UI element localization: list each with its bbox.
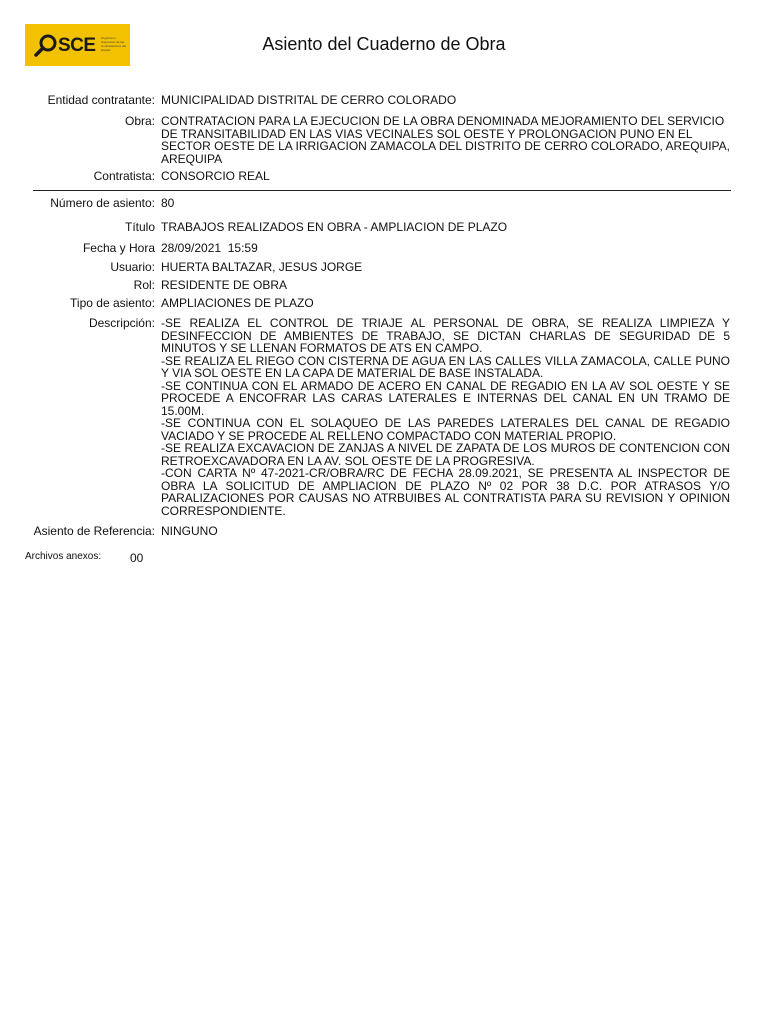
obra-value: CONTRATACION PARA LA EJECUCION DE LA OBRA DENOMINADA MEJORAMIENTO DEL SERVICIO DE TRANSITABILIDAD EN LAS VIAS VECINALES SOL OESTE Y PROLONGACION PUNO EN EL SECTOR OESTE DE LA IRRIGACION ZAMACOLA DEL DISTRITO DE CERRO COLORADO, AREQUIPA, AREQUIPA xyxy=(161,114,731,166)
entidad-value: MUNICIPALIDAD DISTRITAL DE CERRO COLORADO xyxy=(161,93,457,107)
usuario-label: Usuario: xyxy=(110,260,155,274)
anexos-label: Archivos anexos: xyxy=(25,551,102,562)
descripcion-paragraph: -CON CARTA Nº 47-2021-CR/OBRA/RC DE FECHA 28.09.2021, SE PRESENTA AL INSPECTOR DE OBRA LA SOLICITUD DE AMPLIACION DE PLAZO Nº 02 POR 38 D.C. POR ATRASOS Y/O PARALIZACIONES POR CAUSAS NO ATRBUIBES AL CONTRATISTA PARA SU REVISION Y OPINION CORRESPONDIENTE. xyxy=(161,466,730,518)
referencia-value: NINGUNO xyxy=(161,524,218,538)
fecha-label: Fecha y Hora xyxy=(82,241,155,255)
descripcion-label: Descripción: xyxy=(88,316,155,330)
numero-value: 80 xyxy=(161,196,175,210)
logo-text: SCE xyxy=(58,35,96,56)
fecha-value: 28/09/2021 15:59 xyxy=(161,241,258,255)
rol-label: Rol: xyxy=(133,278,155,292)
titulo-label: Título xyxy=(124,220,155,234)
numero-label: Número de asiento: xyxy=(50,196,155,210)
descripcion-paragraph: -SE REALIZA EXCAVACION DE ZANJAS A NIVEL DE ZAPATA DE LOS MUROS DE CONTENCION CON RETROEXCAVADORA EN LA AV. SOL OESTE DE LA PROGRESIVA. xyxy=(161,441,730,468)
rol-value: RESIDENTE DE OBRA xyxy=(161,278,288,292)
anexos-value: 00 xyxy=(130,551,144,565)
descripcion-paragraph: -SE CONTINUA CON EL ARMADO DE ACERO EN CANAL DE REGADIO EN LA AV SOL OESTE Y SE PROCEDE A ENCOFRAR LAS CARAS LATERALES E INTERNAS DEL CANAL EN UN TRAMO DE 15.00M. xyxy=(161,378,730,418)
descripcion-body xyxy=(161,317,730,517)
referencia-label: Asiento de Referencia: xyxy=(33,524,155,538)
descripcion-paragraph: -SE REALIZA EL CONTROL DE TRIAJE AL PERSONAL DE OBRA, SE REALIZA LIMPIEZA Y DESINFECCION DE AMBIENTES DE TRABAJO, SE DICTAN CHARLAS DE SEGURIDAD DE 5 MINUTOS Y SE LLENAN FORMATOS DE ATS EN CAMPO. xyxy=(161,316,730,355)
contratista-value: CONSORCIO REAL xyxy=(161,169,270,183)
usuario-value: HUERTA BALTAZAR, JESUS JORGE xyxy=(161,260,363,274)
tipo-value: AMPLIACIONES DE PLAZO xyxy=(161,296,314,310)
obra-label: Obra: xyxy=(124,114,155,128)
page-title: Asiento del Cuaderno de Obra xyxy=(262,34,506,54)
logo-subtext: Organismo Supervisor de las Contrataciones del Estado xyxy=(101,36,127,52)
contratista-label: Contratista: xyxy=(93,169,155,183)
entidad-label: Entidad contratante: xyxy=(47,93,155,107)
descripcion-paragraph: -SE CONTINUA CON EL SOLAQUEO DE LAS PAREDES LATERALES DEL CANAL DE REGADIO VACIADO Y SE PROCEDE AL RELLENO COMPACTADO CON MATERIAL PROPIO. xyxy=(161,416,730,443)
divider xyxy=(33,190,731,191)
descripcion-paragraph: -SE REALIZA EL RIEGO CON CISTERNA DE AGUA EN LAS CALLES VILLA ZAMACOLA, CALLE PUNO Y VIA SOL OESTE EN LA CAPA DE MATERIAL DE BASE INSTALADA. xyxy=(161,353,730,380)
tipo-label: Tipo de asiento: xyxy=(70,296,155,310)
titulo-value: TRABAJOS REALIZADOS EN OBRA - AMPLIACION DE PLAZO xyxy=(161,220,508,234)
